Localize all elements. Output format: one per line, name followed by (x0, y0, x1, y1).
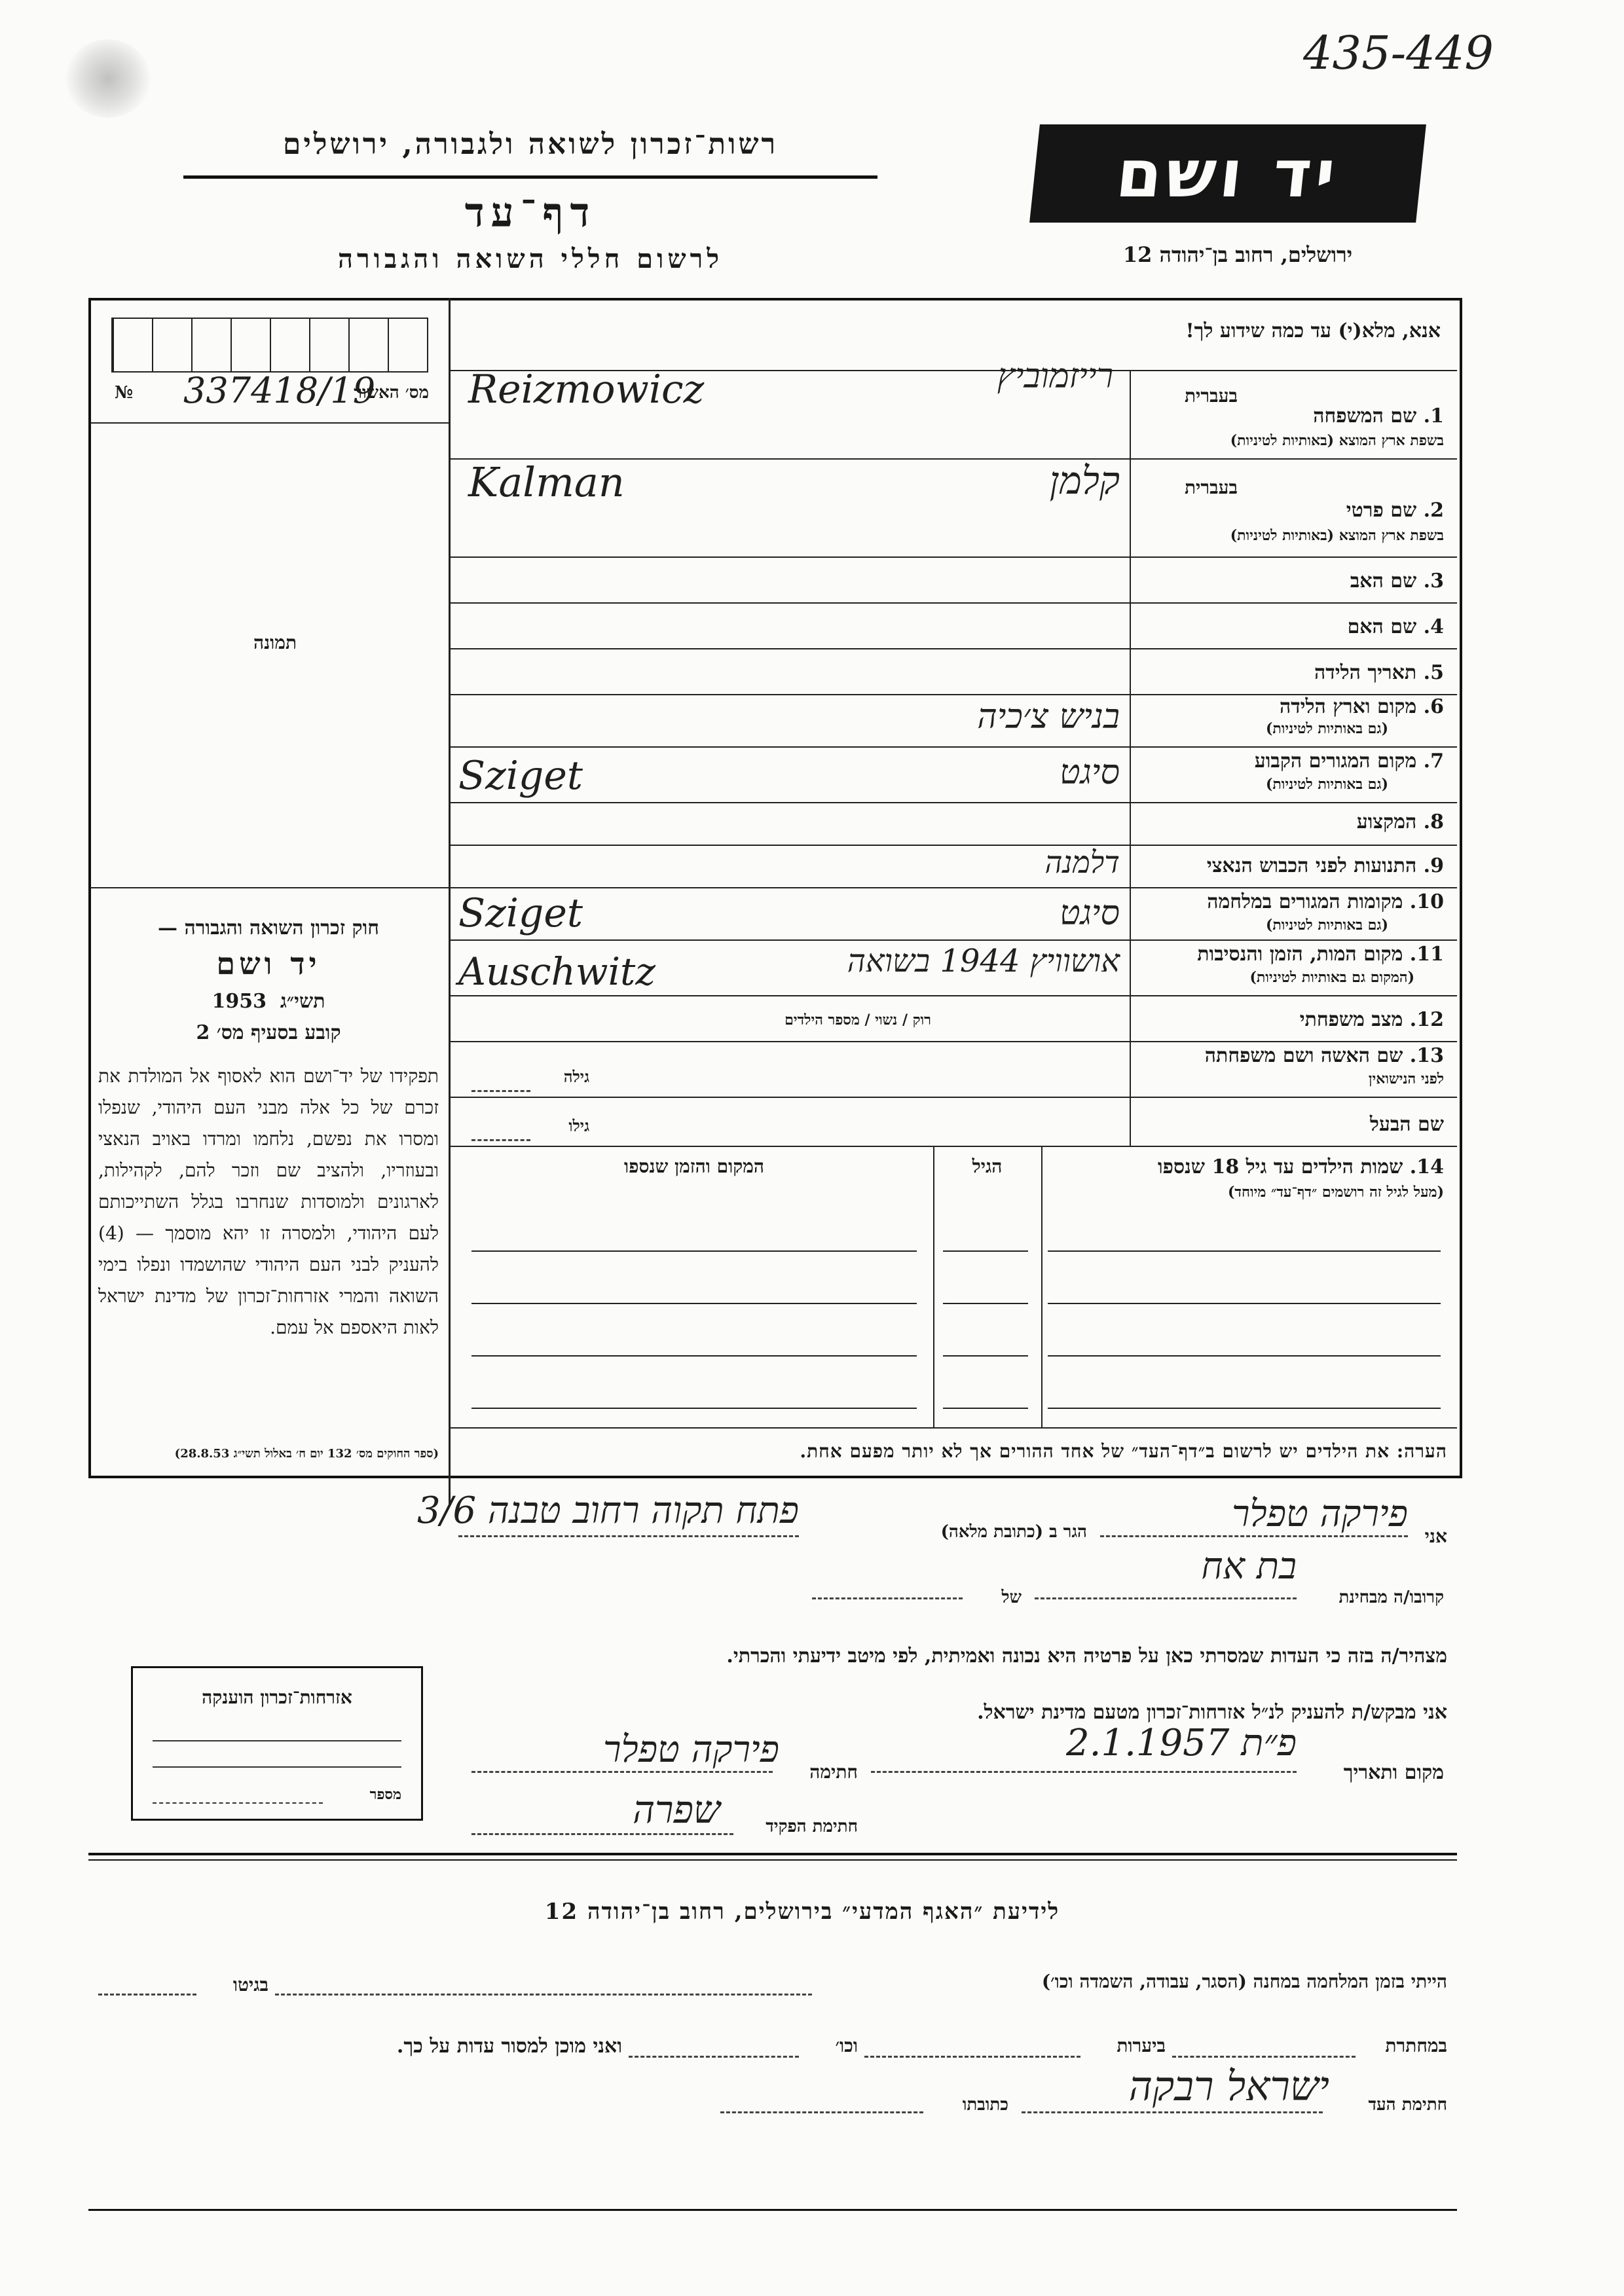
witness-of-label: של (1001, 1588, 1022, 1607)
field7-value-latin: Sziget (458, 753, 583, 799)
law-text: תפקידו של יד־ושם הוא לאסוף אל המולדת את זכרם של כל אלה מבני העם היהודי, שנפלו ומסרו את נפשם, נלחמו ומרדו באויב הנאצי ובעוזריו, ולהציב שם וזכר להם, לקהילות, לארגונים ולמוסדות שנחרבו בגלל השתייכותם לעם היהודי, ולמסרה זו יהא מוסמך — (4) להעניק לבני העם היהודי שהושמדו ונפלו בימי השואה והמרי אזרחות־זכרון של מדינת ישראל לאות היאספם אל עמם. (98, 1065, 439, 1338)
row8-line (449, 845, 1457, 846)
officer-signature: שפרה (633, 1787, 720, 1832)
bottom-title: לידיעת ״האגף המדעי״ בירושלים, רחוב בן־יהודה 12 (544, 1899, 1060, 1925)
child-place-3 (471, 1355, 917, 1357)
field1-sub: בשפת ארץ המוצא (באותיות לטיניות) (1230, 432, 1444, 449)
approval-number: 337418/19 (183, 370, 376, 411)
bottom-address-line (720, 2111, 923, 2113)
field3-label: 3. שם האב (1350, 570, 1444, 592)
witness-i-label: אני (1424, 1525, 1447, 1547)
field11-value-latin: Auschwitz (458, 949, 655, 994)
law-clause: קובע בסעיף מס׳ 2 (196, 1021, 341, 1044)
child-row-4 (1048, 1408, 1441, 1409)
instruction: אנא, מלא(י) עד כמה שידוע לך! (1185, 319, 1441, 342)
bottom-line1-text: הייתי בזמן המלחמה במחנה (הסגר, עבודה, השמדה וכו׳) (1041, 1971, 1447, 1992)
witness-relation: בת אח (1201, 1545, 1297, 1588)
field7-value-hebrew: סיגט (1060, 753, 1120, 792)
witness-name-line (1100, 1535, 1408, 1537)
child-place-4 (471, 1408, 917, 1409)
wife-age-line (471, 1090, 530, 1092)
child-age-1 (943, 1250, 1028, 1252)
certificate-number-label: מספר (369, 1786, 401, 1803)
child-age-4 (943, 1408, 1028, 1409)
child-place-1 (471, 1250, 917, 1252)
row3-line (449, 602, 1457, 604)
law-source: (ספר החוקים מס׳ 132 יום ח׳ באלול תשי״ג 28.8.53) (174, 1447, 439, 1461)
place-date: פ״ת 2.1.1957 (1066, 1722, 1297, 1764)
field10-label: 10. מקומות המגורים במלחמה (1207, 890, 1444, 913)
row13-line (449, 1097, 1457, 1098)
bottom-forests-blank (864, 2056, 1080, 2058)
child-row-2 (1048, 1303, 1441, 1304)
field13-label: 13. שם האשה ושם משפחתה (1204, 1044, 1444, 1067)
photo-label: תמונה (253, 632, 297, 653)
row10-line (449, 939, 1457, 941)
field4-label: 4. שם האם (1347, 615, 1444, 638)
approval-suffix: № (115, 383, 134, 403)
child-place-2 (471, 1303, 917, 1304)
row4-line (449, 648, 1457, 649)
field2-sub: בשפת ארץ המוצא (באותיות לטיניות) (1230, 527, 1444, 544)
field10-value-latin: Sziget (458, 890, 583, 936)
field7-label: 7. מקום המגורים הקבוע (1254, 750, 1444, 773)
certificate-title: אזרחות־זכרון הוענקה (202, 1686, 352, 1708)
bottom-ghetto-label: בגיטו (232, 1974, 268, 1995)
law-year-number: 1953 (212, 990, 267, 1013)
institution-name: רשות־זכרון לשואה ולגבורה, ירושלים (282, 128, 779, 161)
witness-address-label: הגר ב (כתובת מלאה) (940, 1522, 1087, 1542)
field11-sub: (המקום גם באותיות לטיניות) (1249, 969, 1414, 986)
law-year (98, 990, 439, 1013)
witness-of-line (812, 1597, 963, 1599)
field1-label: 1. שם המשפחה (1313, 405, 1444, 428)
field2-hebrew-tag: בעברית (1184, 477, 1238, 498)
archive-number: 435-449 (1303, 26, 1494, 80)
bottom-etc-blank (629, 2056, 799, 2058)
bottom-sign-line (1022, 2111, 1323, 2113)
bottom-address-label: כתובתו (962, 2095, 1008, 2115)
row12-line (449, 1041, 1457, 1042)
certificate-line-1 (153, 1740, 401, 1741)
husband-age-label: גילו (568, 1116, 589, 1135)
certificate-line-2 (153, 1766, 401, 1768)
field1-value-latin: Reizmowicz (468, 367, 705, 412)
field6-label: 6. מקום וארץ הלידה (1279, 695, 1444, 718)
field2-value-hebrew: קלמן (1049, 458, 1120, 503)
form-subtitle: לרשום חללי השואה והגבורה (337, 244, 724, 274)
approval-ticks (111, 318, 428, 373)
officer-line (471, 1833, 733, 1835)
bottom-ghetto-blank (98, 1994, 196, 1995)
witness-signature: פירקה טפלר (603, 1728, 779, 1771)
field9-label: 9. התנועות לפני הכבוש הנאצי (1206, 854, 1444, 877)
child-row-3 (1048, 1355, 1441, 1357)
field11-value-hebrew: אושוויץ 1944 בשואה (847, 943, 1120, 979)
children-age-header: הגיל (972, 1156, 1003, 1177)
witness-relation-line (1035, 1597, 1297, 1599)
bottom-underground-blank (1172, 2056, 1356, 2058)
approval-divider (90, 422, 449, 424)
bottom-forests-label: ביערות (1116, 2035, 1166, 2056)
address-line: ירושלים, רחוב בן־יהודה 12 (1122, 242, 1353, 267)
children-bottom-line (449, 1427, 1457, 1429)
field9-value-hebrew: דלמנה (1044, 845, 1120, 880)
bottom-witness-signature: ישראל רבקה (1128, 2062, 1329, 2110)
bottom-ready-text: ואני מוכן למסור עדות על כך. (396, 2035, 622, 2058)
bottom-witness-sign-label: חתימת העד (1368, 2095, 1447, 2115)
witness-declaration: מצהיר/ה בזה כי העדות שמסרתי כאן על פרטיה היא נכונה ואמיתית, לפי מיטב ידיעתי והכרתי. (726, 1645, 1447, 1667)
field2-label: 2. שם פרטי (1346, 499, 1444, 522)
husband-age-line (471, 1139, 530, 1141)
label-value-divider (1130, 370, 1131, 1146)
signature-label: חתימה (809, 1761, 858, 1783)
row11-line (449, 995, 1457, 996)
field13-sub: לפני הנישואין (1368, 1070, 1444, 1087)
children-col-divider-2 (933, 1146, 934, 1427)
form-title: דף־עד (464, 189, 597, 236)
logo-text: יד ושם (1113, 135, 1343, 212)
field1-hebrew-tag: בעברית (1184, 385, 1238, 407)
field1-value-hebrew: רייזמוביץ (997, 357, 1113, 396)
field11-label: 11. מקום המות, הזמן והנסיבות (1197, 943, 1444, 966)
row6-line (449, 746, 1457, 748)
husband-label: שם הבעל (1369, 1113, 1444, 1136)
witness-request: אני מבקש/ת להעניק לנ״ל אזרחות־זכרון מטעם מדינת ישראל. (977, 1701, 1447, 1724)
place-date-label: מקום ותאריך (1343, 1761, 1444, 1784)
bottom-etc-label: וכו׳ (835, 2035, 858, 2056)
row14-top-line (449, 1146, 1457, 1147)
approval-label: מס׳ האשור (354, 383, 429, 403)
institution-underline (183, 175, 877, 179)
children-label: 14. שמות הילדים עד גיל 18 שנספו (1157, 1156, 1444, 1178)
child-age-3 (943, 1355, 1028, 1357)
certificate-number-line (153, 1802, 323, 1804)
witness-address-line (458, 1535, 799, 1537)
bottom-double-line (88, 1859, 1457, 1861)
field2-value-latin: Kalman (468, 458, 625, 506)
field8-label: 8. המקצוע (1356, 811, 1444, 833)
row7-line (449, 802, 1457, 803)
field12-label: 12. מצב משפחתי (1299, 1008, 1444, 1031)
left-column-divider (449, 298, 451, 1506)
children-col-divider-1 (1041, 1146, 1043, 1427)
field5-label: 5. תאריך הלידה (1314, 661, 1444, 684)
field12-options: רוק / נשוי / מספר הילדים (784, 1011, 931, 1029)
field7-sub: (גם באותיות לטיניות) (1265, 776, 1388, 793)
row2-line (449, 556, 1457, 558)
field6-value-hebrew: בניש צ׳כיה (977, 697, 1120, 737)
yad-vashem-logo (1029, 124, 1426, 223)
witness-relation-label: קרובו/ה מבחינת (1338, 1588, 1444, 1607)
law-year-hebrew: תשי״ג (280, 990, 325, 1013)
law-name: יד ושם (216, 946, 321, 981)
officer-label: חתימת הפקיד (766, 1817, 858, 1836)
children-sub: (מעל לגיל זה רושמים ״דף־עד״ מיוחד) (1227, 1184, 1444, 1201)
field10-sub: (גם באותיות לטיניות) (1265, 917, 1388, 934)
bottom-underground-label: במחתרת (1385, 2035, 1447, 2056)
child-row-1 (1048, 1250, 1441, 1252)
children-place-header: המקום והזמן שנספו (624, 1156, 764, 1177)
law-title: חוק זכרון השואה והגבורה — (158, 917, 379, 939)
wife-age-label: גילה (563, 1067, 589, 1086)
place-date-line (871, 1771, 1297, 1773)
field6-sub: (גם באותיות לטיניות) (1265, 720, 1388, 737)
stain-mark (65, 39, 151, 118)
witness-name: פירקה טפלר (1232, 1493, 1408, 1535)
child-age-2 (943, 1303, 1028, 1304)
children-note: הערה: את הילדים יש לרשום ב״דף־העד״ של אחד ההורים אך לא יותר מפעם אחת. (800, 1440, 1447, 1462)
photo-divider (90, 887, 449, 888)
signature-line (471, 1771, 773, 1773)
field10-value-hebrew: סיגט (1060, 894, 1120, 933)
bottom-line1-blank (275, 1994, 812, 1995)
witness-address: פתח תקוה רחוב טבנה 3/6 (416, 1489, 799, 1532)
certificate-box (131, 1666, 423, 1821)
row9-line (449, 887, 1457, 888)
